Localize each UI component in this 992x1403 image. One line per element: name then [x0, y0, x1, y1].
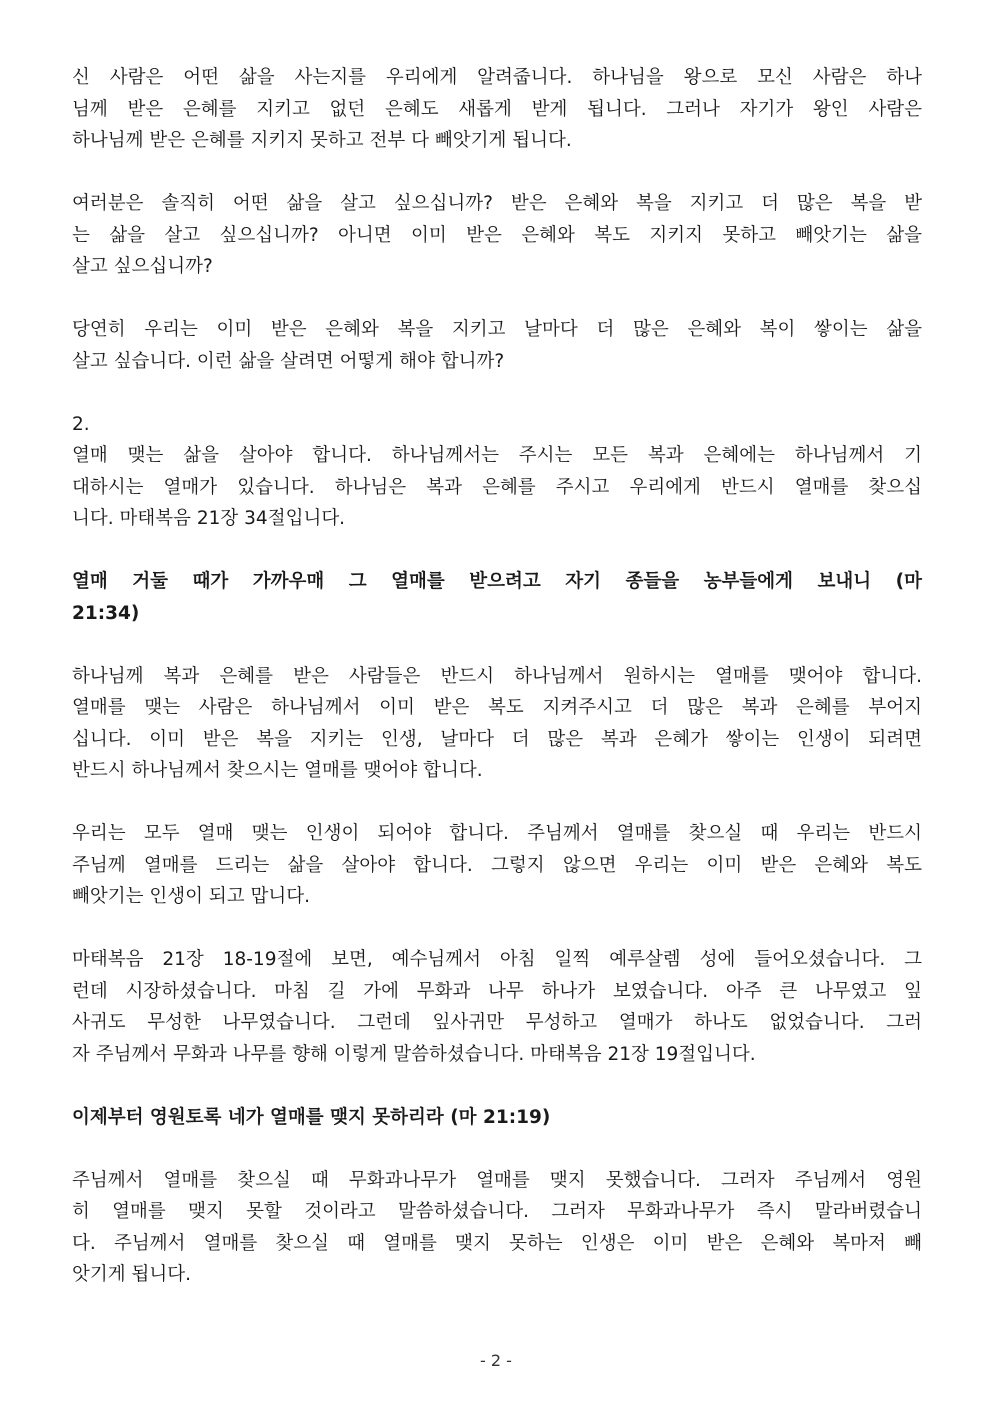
- text-line: 열매를 맺는 사람은 하나님께서 이미 받은 복도 지켜주시고 더 많은 복과 은혜를 부어지: [72, 697, 922, 718]
- text-line: 우리는 모두 열매 맺는 인생이 되어야 합니다. 주님께서 열매를 찾으실 때 우리는 반드시: [72, 823, 922, 844]
- text-line: 하나님께 복과 은혜를 받은 사람들은 반드시 하나님께서 원하시는 열매를 맺어야 합니다.: [72, 665, 922, 687]
- text-line: 히 열매를 맺지 못할 것이라고 말씀하셨습니다. 그러자 무화과나무가 즉시 말라버렸습니: [72, 1201, 922, 1222]
- text-line: 다. 주님께서 열매를 찾으실 때 열매를 맺지 못하는 인생은 이미 받은 은혜와 복마저 빼: [72, 1232, 922, 1254]
- text-line: 자 주님께서 무화과 나무를 향해 이렇게 말씀하셨습니다. 마태복음 21장 19절입니다.: [72, 1043, 756, 1065]
- text-line: 마태복음 21장 18-19절에 보면, 예수님께서 아침 일찍 예루살렘 성에 들어오셨습니다. 그: [72, 949, 922, 970]
- verse-line: 열매 거둘 때가 가까우매 그 열매를 받으려고 자기 종들을 농부들에게 보내니 (마: [72, 571, 922, 592]
- page-number: - 2 -: [480, 1351, 512, 1370]
- text-line: 십니다. 이미 받은 복을 지키는 인생, 날마다 더 많은 복과 은혜가 쌓이는 인생이 되려면: [72, 728, 922, 750]
- section-number: 2.: [72, 413, 90, 435]
- paragraph: [72, 944, 922, 1070]
- text-line: 님께 받은 은혜를 지키고 없던 은혜도 새롭게 받게 됩니다. 그러나 자기가 왕인 사람은: [72, 98, 922, 120]
- paragraph: [72, 188, 922, 283]
- text-line: 는 삶을 살고 싶으십니까? 아니면 이미 받은 은혜와 복도 지키지 못하고 빼앗기는 삶을: [72, 224, 922, 246]
- paragraph: [72, 818, 922, 913]
- text-line: 니다. 마태복음 21장 34절입니다.: [72, 508, 346, 529]
- text-line: 런데 시장하셨습니다. 마침 길 가에 무화과 나무 하나가 보였습니다. 아주 큰 나무였고 잎: [72, 980, 922, 1002]
- text-line: 여러분은 솔직히 어떤 삶을 살고 싶으십니까? 받은 은혜와 복을 지키고 더 많은 복을 받: [72, 193, 922, 214]
- scripture-quote: [72, 566, 922, 629]
- verse-line: 이제부터 영원토록 네가 열매를 맺지 못하리라 (마 21:19): [72, 1106, 551, 1128]
- text-line: 살고 싶습니다. 이런 삶을 살려면 어떻게 해야 합니까?: [72, 350, 505, 372]
- text-line: 빼앗기는 인생이 되고 맙니다.: [72, 886, 310, 907]
- paragraph: [72, 661, 922, 787]
- paragraph: [72, 62, 922, 157]
- text-line: 주님께 열매를 드리는 삶을 살아야 합니다. 그렇지 않으면 우리는 이미 받은 은혜와 복도: [72, 854, 922, 876]
- text-line: 당연히 우리는 이미 받은 은혜와 복을 지키고 날마다 더 많은 은혜와 복이 쌓이는 삶을: [72, 319, 922, 340]
- text-line: 대하시는 열매가 있습니다. 하나님은 복과 은혜를 주시고 우리에게 반드시 열매를 찾으십: [72, 476, 922, 498]
- paragraph: [72, 314, 922, 377]
- text-line: 살고 싶으십니까?: [72, 256, 213, 277]
- document-body: [72, 62, 922, 1291]
- paragraph: [72, 409, 922, 535]
- paragraph: [72, 1165, 922, 1291]
- verse-line: 21:34): [72, 602, 140, 624]
- text-line: 사귀도 무성한 나무였습니다. 그런데 잎사귀만 무성하고 열매가 하나도 없었습니다. 그러: [72, 1012, 922, 1033]
- text-line: 앗기게 됩니다.: [72, 1264, 191, 1285]
- text-line: 주님께서 열매를 찾으실 때 무화과나무가 열매를 맺지 못했습니다. 그러자 주님께서 영원: [72, 1169, 922, 1191]
- text-line: 열매 맺는 삶을 살아야 합니다. 하나님께서는 주시는 모든 복과 은혜에는 하나님께서 기: [72, 445, 922, 466]
- text-line: 신 사람은 어떤 삶을 사는지를 우리에게 알려줍니다. 하나님을 왕으로 모신 사람은 하나: [72, 67, 922, 88]
- scripture-quote: [72, 1102, 922, 1134]
- text-line: 하나님께 받은 은혜를 지키지 못하고 전부 다 빼앗기게 됩니다.: [72, 130, 572, 151]
- text-line: 반드시 하나님께서 찾으시는 열매를 맺어야 합니다.: [72, 760, 483, 781]
